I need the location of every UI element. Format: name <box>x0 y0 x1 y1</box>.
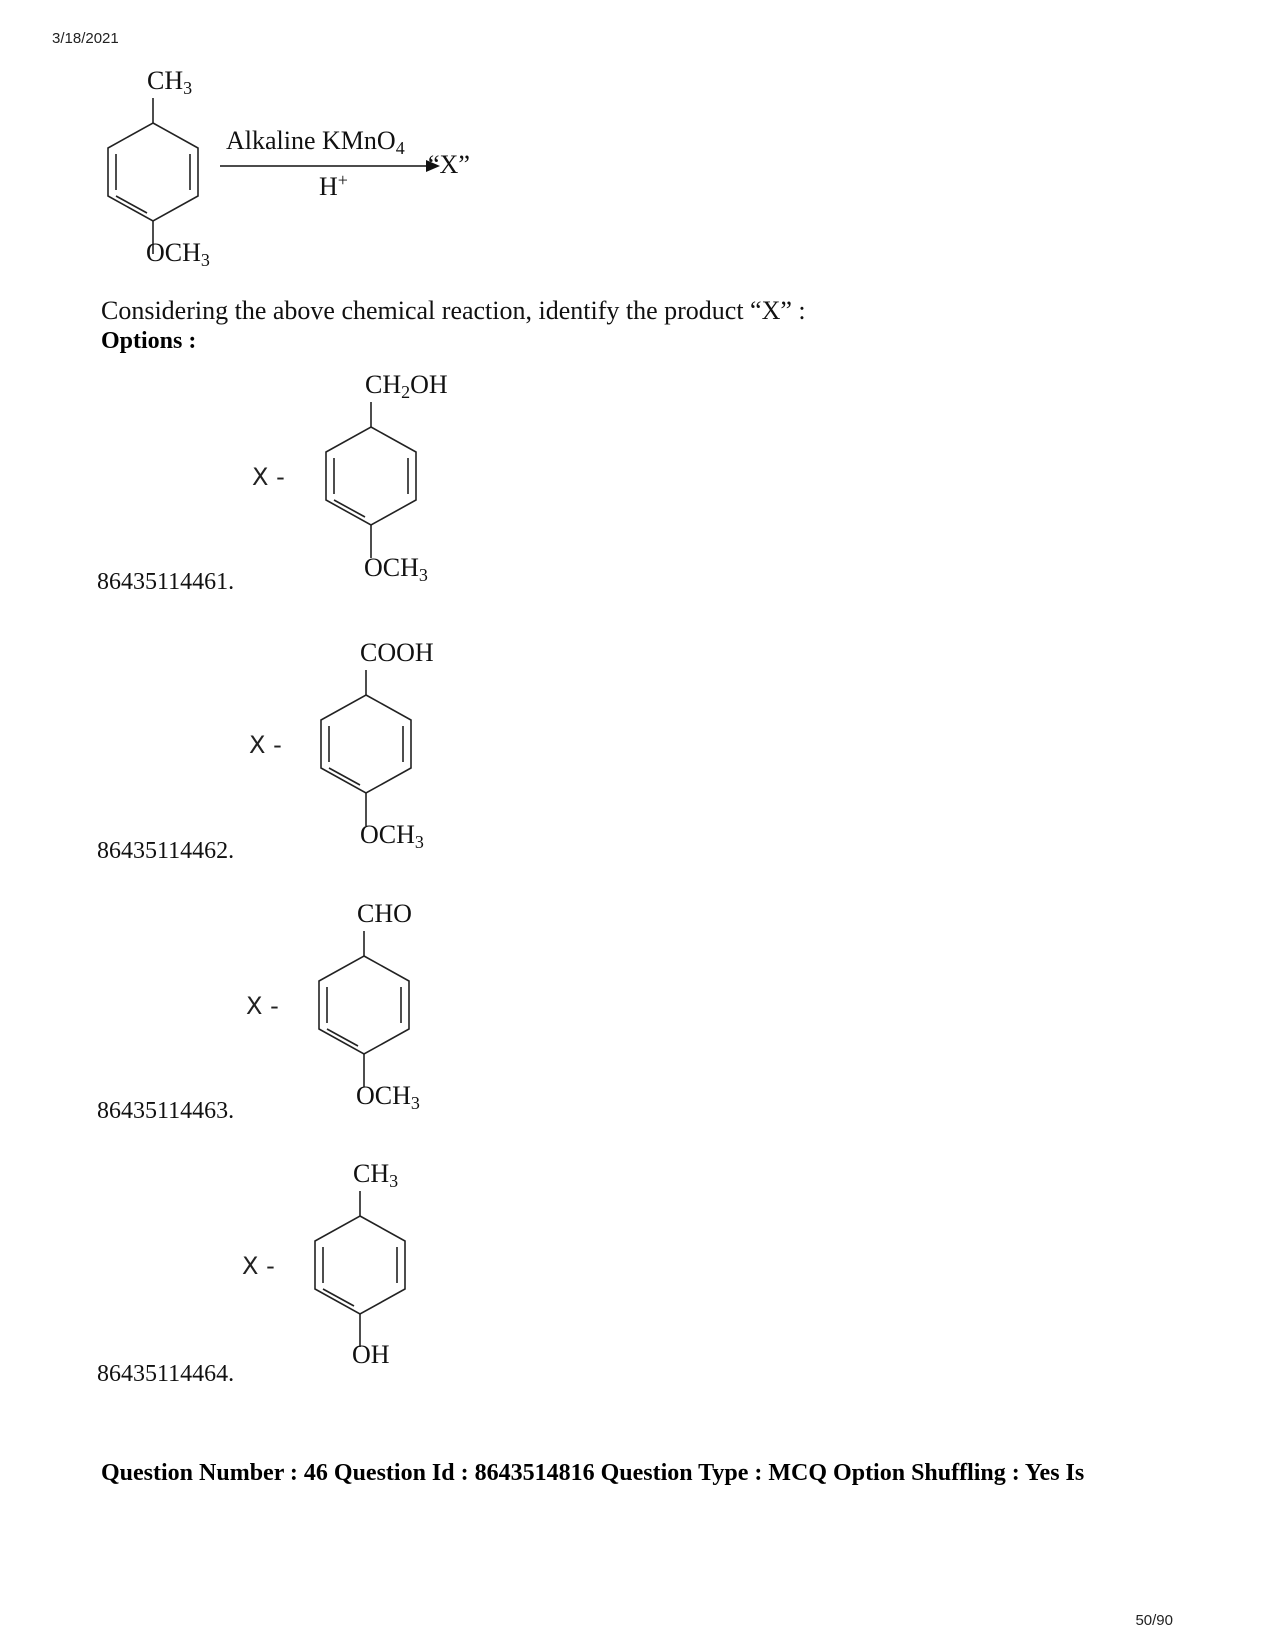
option-2-x-label: X - <box>249 731 282 759</box>
reagent-below-arrow: H+ <box>319 170 348 201</box>
option-4-bottom-group: OH <box>352 1340 390 1369</box>
option-2-top-group: COOH <box>360 638 434 667</box>
question-metadata-footer: Question Number : 46 Question Id : 8643514816 Question Type : MCQ Option Shuffling : Yes Is <box>101 1460 1085 1486</box>
reactant-bottom-group-text: $OCH_3$ <box>146 238 210 270</box>
reagent-above-arrow: Alkaline KMnO$_4$ <box>226 126 405 158</box>
reactant-top-group-text: $CH_3$ <box>147 66 193 98</box>
option-1-x-label: X - <box>252 463 285 491</box>
option-2-bottom-group: $OCH_3$ <box>360 820 424 852</box>
option-3-id: 86435114463. <box>97 1098 235 1124</box>
reactant-benzene-ring <box>103 64 203 244</box>
option-2-id: 86435114462. <box>97 838 235 864</box>
print-date: 3/18/2021 <box>52 30 119 47</box>
option-3-x-label: X - <box>246 992 279 1020</box>
product-x-label: “X” <box>428 150 470 179</box>
option-1-id: 86435114461. <box>97 569 235 595</box>
options-label: Options : <box>101 328 197 354</box>
option-4-top-group: $CH_3$ <box>353 1159 399 1191</box>
option-1-top-group: $CH_2OH$ <box>365 370 448 402</box>
option-3-top-group: CHO <box>357 899 412 928</box>
page-number: 50/90 <box>1135 1612 1173 1629</box>
option-3-bottom-group: $OCH_3$ <box>356 1081 420 1113</box>
option-4-x-label: X - <box>242 1252 275 1280</box>
question-text: Considering the above chemical reaction, identify the product “X” : <box>101 296 806 325</box>
reactant-bottom-group <box>146 238 210 271</box>
option-1-bottom-group: $OCH_3$ <box>364 553 428 585</box>
option-4-id: 86435114464. <box>97 1361 235 1387</box>
